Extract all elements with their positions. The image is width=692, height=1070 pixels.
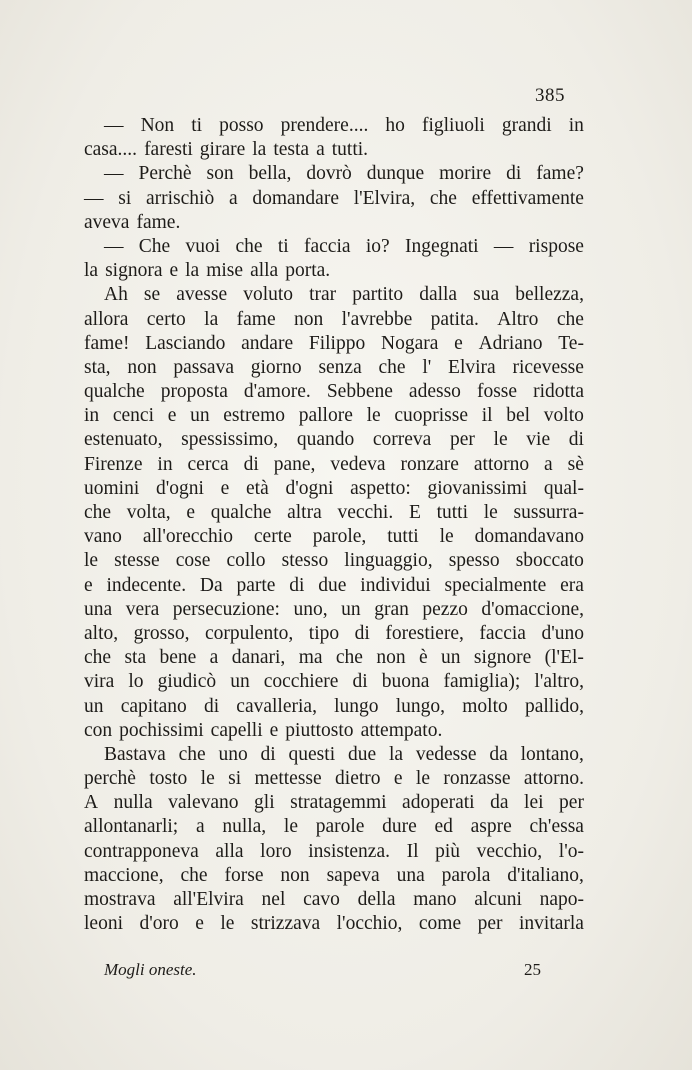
text-line: — Che vuoi che ti faccia io? Ingegnati — rispose — [104, 235, 584, 257]
text-line: allora certo la fame non l'avrebbe patita. Altro che — [84, 308, 584, 330]
text-line: con pochissimi capelli e piuttosto attempato. — [84, 719, 443, 741]
text-line: Firenze in cerca di pane, vedeva ronzare attorno a sè — [84, 453, 584, 475]
running-title: Mogli oneste. — [104, 960, 197, 979]
page-footer — [104, 960, 541, 980]
text-line: Bastava che uno di questi due la vedesse da lontano, — [104, 743, 584, 765]
text-line: — si arrischiò a domandare l'Elvira, che effettivamente — [84, 187, 584, 209]
page-number: 385 — [535, 85, 565, 106]
text-line: leoni d'oro e le strizzava l'occhio, come per invitarla — [84, 913, 584, 935]
text-line: le stesse cose collo stesso linguaggio, spesso sboccato — [84, 550, 584, 572]
body-text — [84, 114, 584, 936]
text-line: A nulla valevano gli stratagemmi adoperati da lei per — [84, 792, 584, 814]
text-line: fame! Lasciando andare Filippo Nogara e Adriano Te- — [84, 332, 584, 354]
text-line: e indecente. Da parte di due individui specialmente era — [84, 574, 584, 596]
text-line: la signora e la mise alla porta. — [84, 260, 331, 282]
text-line: vano all'orecchio certe parole, tutti le domandavano — [84, 526, 584, 548]
text-line: alto, grosso, corpulento, tipo di forestiere, faccia d'uno — [84, 622, 584, 644]
text-line: mostrava all'Elvira nel cavo della mano alcuni napo- — [84, 889, 584, 910]
text-line: contrapponeva alla loro insistenza. Il più vecchio, l'o- — [84, 840, 584, 862]
text-line: maccione, che forse non sapeva una parola d'italiano, — [84, 864, 584, 886]
text-line: estenuato, spessissimo, quando correva per le vie di — [84, 429, 584, 451]
text-line: sta, non passava giorno senza che l' Elvira ricevesse — [84, 356, 584, 378]
text-line: una vera persecuzione: uno, un gran pezzo d'omaccione, — [84, 598, 584, 620]
signature-mark: 25 — [524, 960, 541, 979]
text-line: in cenci e un estremo pallore le cuoprisse il bel volto — [84, 405, 584, 427]
text-line: perchè tosto le si mettesse dietro e le ronzasse attorno. — [84, 768, 584, 790]
text-line: che sta bene a danari, ma che non è un signore (l'El- — [84, 647, 584, 669]
text-line: che volta, e qualche altra vecchi. E tutti le sussurra- — [84, 502, 584, 523]
text-line: qualche proposta d'amore. Sebbene adesso fosse ridotta — [84, 381, 584, 403]
text-line: casa.... faresti girare la testa a tutti. — [84, 139, 369, 161]
text-line: aveva fame. — [84, 211, 181, 233]
text-line: un capitano di cavalleria, lungo lungo, molto pallido, — [84, 695, 584, 717]
text-line: vira lo giudicò un cocchiere di buona famiglia); l'altro, — [84, 671, 584, 693]
text-line: Ah se avesse voluto trar partito dalla sua bellezza, — [104, 284, 584, 306]
text-line: — Perchè son bella, dovrò dunque morire di fame? — [104, 163, 584, 185]
text-line: allontanarli; a nulla, le parole dure ed aspre ch'essa — [84, 816, 584, 838]
text-line: uomini d'ogni e età d'ogni aspetto: giovanissimi qual- — [84, 477, 584, 499]
text-line: — Non ti posso prendere.... ho figliuoli grandi in — [104, 115, 584, 136]
